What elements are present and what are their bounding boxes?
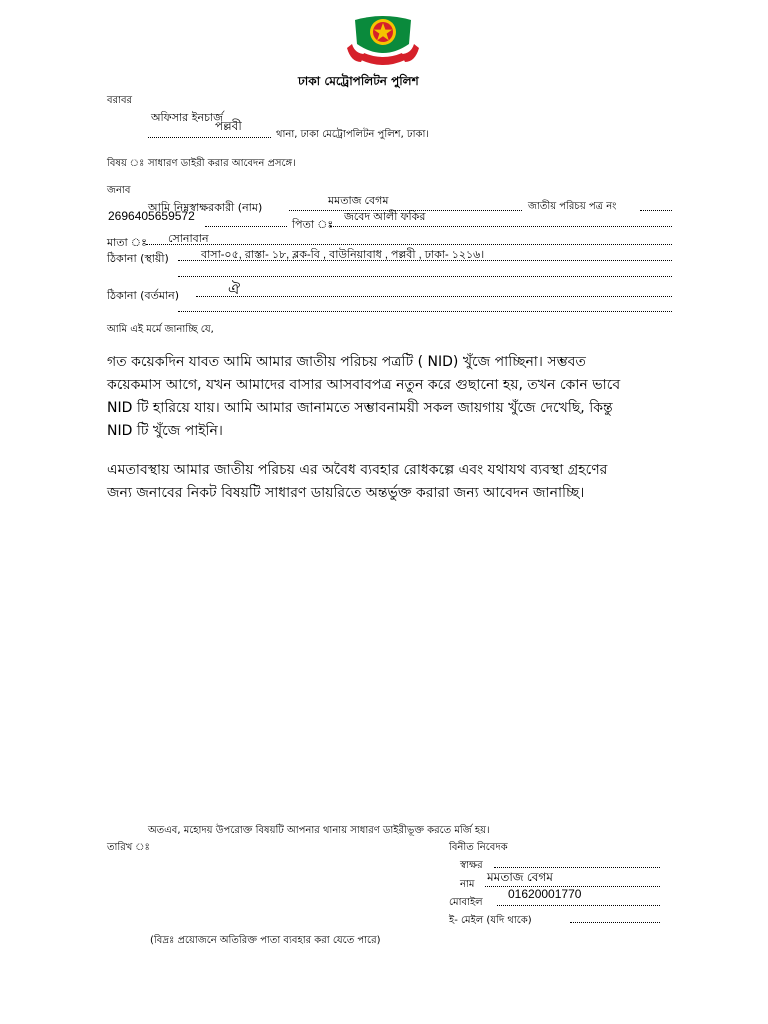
dmp-logo [343,10,423,72]
email-label: ই- মেইল (যদি থাকে) [449,915,532,926]
subject-label: বিষয় ঃ [107,158,145,169]
nid-label: জাতীয় পরিচয় পত্র নং [528,201,617,212]
present-address-label: ঠিকানা (বর্তমান) [107,289,179,302]
closing-request: অতএব, মহোদয় উপরোক্ত বিষয়টি আপনার থানায় সাধারণ ডাইরীভূক্ত করতে মর্জি হয়। [148,825,490,836]
body-line-6: জন্য জনাবের নিকট বিষয়টি সাধারণ ডায়রিতে অন্তর্ভুক্ত করারা জন্য আবেদন জানাচ্ছি। [107,485,585,501]
signature-dotted-line [494,867,660,868]
subject-text: সাধারণ ডাইরী করার আবেদন প্রসঙ্গে। [148,158,296,169]
permanent-address-label: ঠিকানা (স্থায়ী) [107,252,169,265]
thana-suffix: থানা, ঢাকা মেট্রোপলিটন পুলিশ, ঢাকা। [276,129,429,140]
mother-dotted-line [146,244,672,245]
declaration: আমি এই মর্মে জানাচ্ছি যে, [107,324,214,335]
footnote: (বিদ্রঃ প্রয়োজনে অতিরিক্ত পাতা ব্যবহার করা যেতে পারে) [150,935,381,946]
father-label: পিতা ঃ [292,218,334,231]
signature-label: স্বাক্ষর [460,860,483,871]
body-line-4: NID টি খুঁজে পাইনি। [107,423,223,439]
page-title: ঢাকা মেট্রোপলিটন পুলিশ [298,74,419,88]
mobile-label: মোবাইল [449,897,483,908]
intro-label: আমি নিম্নস্বাক্ষরকারী (নাম) [148,201,263,214]
body-line-1: গত কয়েকদিন যাবত আমি আমার জাতীয় পরিচয় পত্রটি ( NID) খুঁজে পাচ্ছিনা। সম্ভবত [107,354,586,370]
thana-name: পল্লবী [215,119,242,133]
permanent-address: বাসা-০৫, রাস্তা- ১৮, ব্লক-বি , বাউনিয়াবাধ , পল্লবী , ঢাকা- ১২১৬। [201,249,485,261]
yours-faithfully: বিনীত নিবেদক [449,842,508,853]
permanent-dotted-line-1 [178,260,672,261]
body-line-2: কয়েকমাস আগে, যখন আমাদের বাসার আসবাবপত্র নতুন করে গুছানো হয়, তখন কোন ভাবে [107,377,621,393]
salutation: জনাব [107,185,131,196]
permanent-dotted-line-2 [178,276,672,277]
applicant-name: মমতাজ বেগম [328,195,389,207]
date-label: তারিখ ঃ [107,842,150,853]
body-line-5: এমতাবস্থায় আমার জাতীয় পরিচয় এর অবৈধ ব্যবহার রোধকল্পে এবং যথাযথ ব্যবস্থা গ্রহণের [107,462,608,478]
nid-dotted-line-end [640,210,672,211]
father-name: জবেদ আলী ফকির [344,211,426,223]
father-dotted-line [330,226,672,227]
body-line-3: NID টি হারিয়ে যায়। আমি আমার জানামতে সম্ভাবনাময়ী সকল জায়গায় খুঁজে দেখেছি, কিন্তু [107,400,613,416]
mobile-number: 01620001770 [508,887,582,901]
mother-name: সোনাবান [168,233,209,245]
officer-label: অফিসার ইনচার্জ [151,111,223,124]
thana-dotted-line [148,137,271,138]
present-dotted-line-2 [178,311,672,312]
nid-dotted-line [205,226,287,227]
nid-number: 2696405659572 [108,209,195,223]
mother-label: মাতা ঃ [107,236,147,249]
mobile-dotted-line [497,905,660,906]
signer-name-label: নাম [460,879,475,890]
email-dotted-line [570,922,660,923]
present-dotted-line-1 [196,296,672,297]
present-address: ঐ [228,281,241,298]
to-label: বরাবর [107,95,133,106]
signer-name: মমতাজ বেগম [487,870,553,884]
